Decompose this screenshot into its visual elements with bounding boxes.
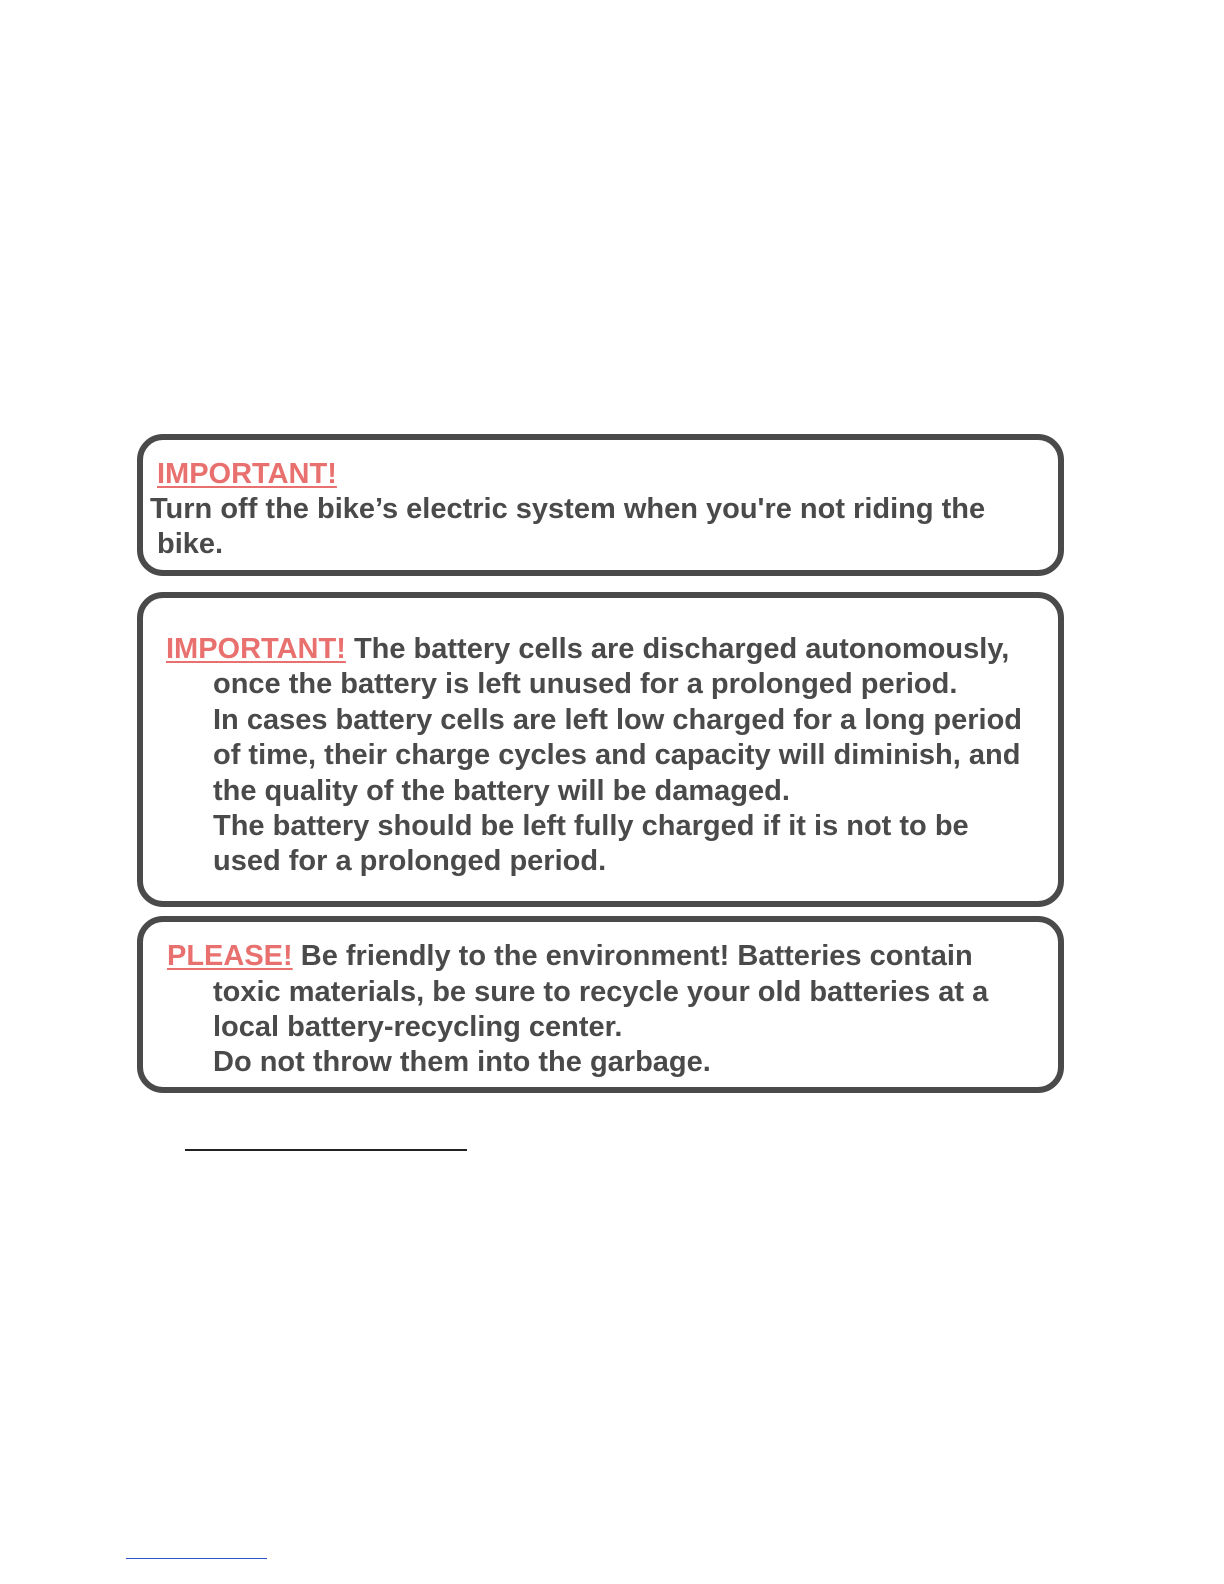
notice-label: [157, 457, 337, 492]
important-label: IMPORTANT!: [157, 458, 337, 490]
notice-text: Be friendly to the environment! Batteries contain: [292, 940, 973, 972]
notice-first-line: [166, 632, 1009, 667]
notice-box-recycle: [137, 916, 1064, 1093]
notice-text-line: The battery should be left fully charged if it is not to be: [213, 810, 969, 842]
notice-text-line: Do not throw them into the garbage.: [213, 1046, 711, 1078]
footnote-separator-line: [185, 1149, 467, 1151]
notice-box-battery-discharge: [137, 592, 1064, 907]
notice-box-power-off: [137, 434, 1064, 576]
notice-first-line: [167, 939, 973, 974]
notice-text-line: used for a prolonged period.: [213, 845, 607, 877]
notice-text: The battery cells are discharged autonomously,: [345, 633, 1010, 665]
bottom-link-underline: [126, 1558, 267, 1559]
notice-text-line: toxic materials, be sure to recycle your old batteries at a: [213, 976, 989, 1008]
notice-text-line: In cases battery cells are left low charged for a long period: [213, 704, 1023, 736]
notice-text-line: local battery-recycling center.: [213, 1011, 623, 1043]
important-label: IMPORTANT!: [166, 633, 346, 665]
notice-text-line: the quality of the battery will be damaged.: [213, 775, 790, 807]
notice-text-line: of time, their charge cycles and capacity will diminish, and: [213, 739, 1021, 771]
notice-text-line: Turn off the bike’s electric system when you're not riding the: [150, 493, 986, 525]
please-label: PLEASE!: [167, 940, 293, 972]
notice-text-line: bike.: [157, 528, 224, 560]
notice-text-line: once the battery is left unused for a prolonged period.: [213, 668, 958, 700]
